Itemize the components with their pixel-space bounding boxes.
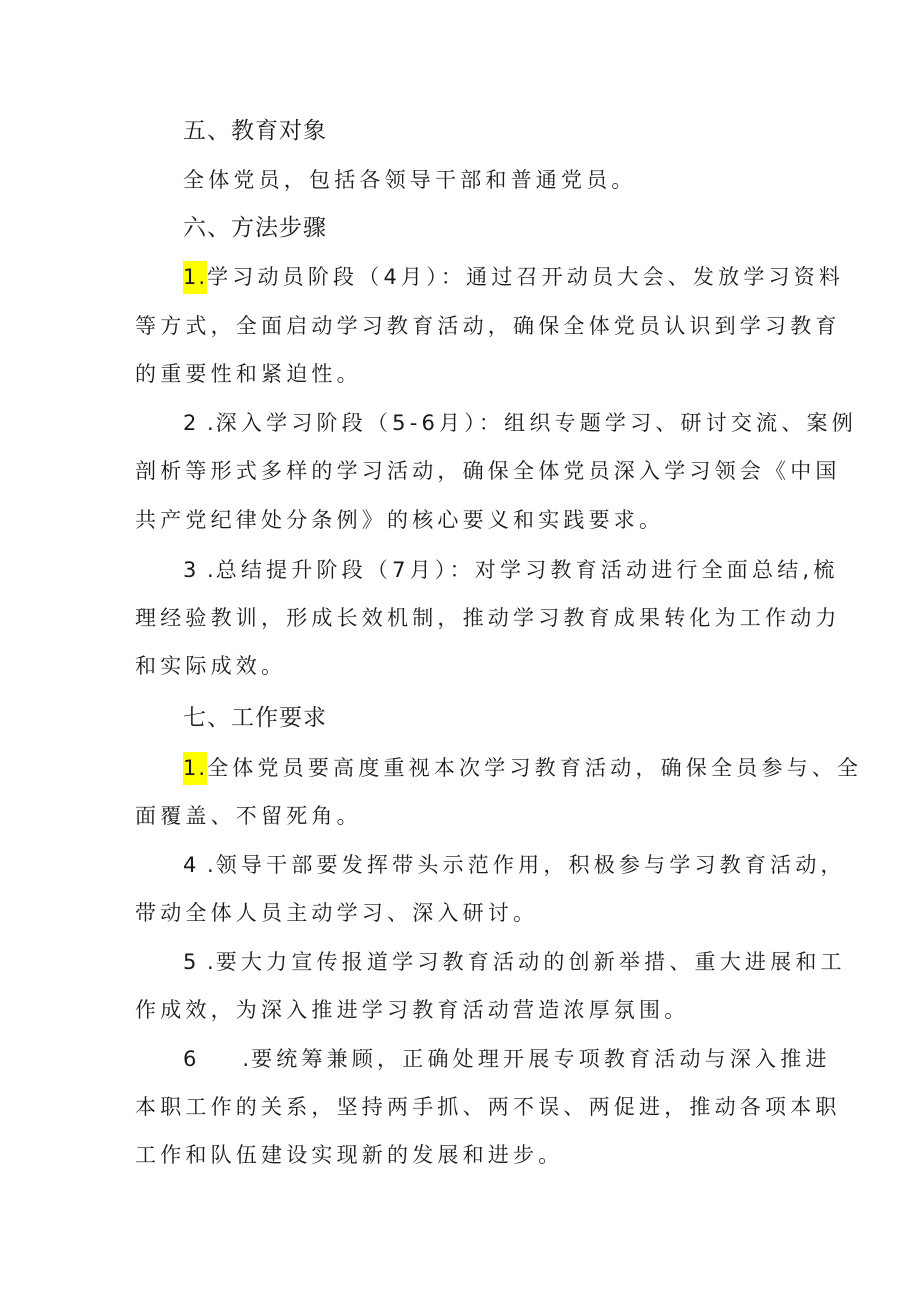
item-number-separator: .: [198, 950, 216, 974]
item-text: 要统筹兼顾，正确处理开展专项教育活动与深入推进: [251, 1047, 831, 1071]
item-number: 6: [183, 1047, 199, 1071]
item-text: 全体党员要高度重视本次学习教育活动，确保全员参与、全: [207, 756, 863, 780]
item-text: 深入学习阶段（5-6月）：组织专题学习、研讨交流、案例: [215, 411, 857, 435]
item-number-separator: .: [198, 261, 207, 294]
section7-item2-line2: 带动全体人员主动学习、深入研讨。: [135, 901, 539, 925]
section7-item4-line1: [183, 1044, 831, 1074]
item-number-separator: .: [198, 411, 216, 435]
section6-item2-line3: 共产党纪律处分条例》的核心要义和实践要求。: [135, 508, 665, 532]
section7-item3-line1: [183, 947, 846, 977]
section6-item1-line2: 等方式，全面启动学习教育活动，确保全体党员认识到学习教育: [135, 314, 841, 338]
item-text: 要大力宣传报道学习教育活动的创新举措、重大进展和工: [215, 950, 846, 974]
highlighted-item-number: 1: [183, 752, 198, 785]
section6-item2-line1: [183, 408, 857, 438]
section5-body: 全体党员，包括各领导干部和普通党员。: [183, 168, 637, 192]
item-text: 总结提升阶段（7月）：对学习教育活动进行全面总结,梳: [215, 558, 839, 582]
section6-title: 六、方法步骤: [183, 215, 327, 241]
section5-title: 五、教育对象: [183, 118, 327, 144]
section7-item3-line2: 作成效，为深入推进学习教育活动营造浓厚氛围。: [135, 998, 690, 1022]
section7-item1-line1: [183, 753, 862, 783]
item-number: 3: [183, 558, 199, 582]
item-text: 学习动员阶段（4月）：通过召开动员大会、发放学习资料: [207, 265, 845, 289]
section6-item3-line1: [183, 555, 838, 585]
item-number-separator: .: [198, 853, 216, 877]
item-number-separator: .: [242, 1047, 252, 1071]
section6-item3-line3: 和实际成效。: [135, 654, 287, 678]
item-number: 4: [183, 853, 199, 877]
item-text: 领导干部要发挥带头示范作用，积极参与学习教育活动，: [215, 853, 846, 877]
section6-item2-line2: 剖析等形式多样的学习活动，确保全体党员深入学习领会《中国: [135, 459, 841, 483]
section7-item2-line1: [183, 850, 846, 880]
section7-item4-line2: 本职工作的关系，坚持两手抓、两不误、两促进，推动各项本职: [135, 1095, 841, 1119]
section6-item1-line3: 的重要性和紧迫性。: [135, 362, 362, 386]
section6-item1-line1: [183, 262, 844, 292]
item-number: 2: [183, 411, 199, 435]
item-number: 5: [183, 950, 199, 974]
section7-item1-line2: 面覆盖、不留死角。: [135, 804, 362, 828]
section6-item3-line2: 理经验教训，形成长效机制，推动学习教育成果转化为工作动力: [135, 606, 841, 630]
section7-title: 七、工作要求: [183, 705, 327, 731]
section7-item4-line3: 工作和队伍建设实现新的发展和进步。: [135, 1143, 564, 1167]
item-number-separator: .: [198, 558, 216, 582]
item-number-separator: .: [198, 752, 207, 785]
highlighted-item-number: 1: [183, 261, 198, 294]
